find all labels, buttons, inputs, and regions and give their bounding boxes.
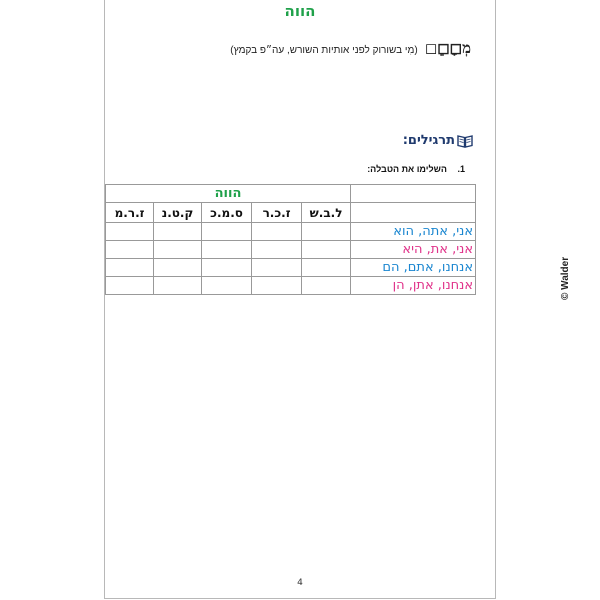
answer-cell[interactable] [106,259,154,277]
answer-cell[interactable] [302,241,351,259]
answer-cell[interactable] [154,277,202,295]
root-header: ק.ט.נ [154,203,202,223]
pattern-note: (מִי בשורוק לפני אותיות השורש, עה״פ בקמץ) [230,45,418,56]
copyright-watermark: © Walder [560,256,571,300]
answer-cell[interactable] [106,241,154,259]
pattern-line [230,38,471,58]
answer-cell[interactable] [252,241,302,259]
pronoun-cell: אני, אתה, הוא [351,223,476,241]
answer-cell[interactable] [154,259,202,277]
answer-cell[interactable] [302,223,351,241]
exercises-heading [403,133,473,148]
book-icon [457,134,473,148]
tense-label: הווה [106,185,351,203]
exercises-label: תרגילים: [402,133,455,148]
instruction-number: 1. [457,164,465,174]
answer-cell[interactable] [202,259,252,277]
answer-cell[interactable] [154,223,202,241]
answer-cell[interactable] [302,277,351,295]
root-header: ס.מ.כ [202,203,252,223]
worksheet-page [104,0,496,599]
table-row [106,241,476,259]
pronoun-cell: אנחנו, אתן, הן [351,277,476,295]
table-row [106,277,476,295]
answer-cell[interactable] [252,259,302,277]
answer-cell[interactable] [252,223,302,241]
answer-cell[interactable] [252,277,302,295]
table-row [106,223,476,241]
pronoun-cell: אני, את, היא [351,241,476,259]
pronoun-cell: אנחנו, אתם, הם [351,259,476,277]
conjugation-table [105,184,476,295]
answer-cell[interactable] [154,241,202,259]
root-header: ל.ב.ש [302,203,351,223]
root-header: ז.כ.ר [252,203,302,223]
page-title: הווה [284,2,316,20]
answer-cell[interactable] [302,259,351,277]
answer-cell[interactable] [202,277,252,295]
corner-cell [351,203,476,223]
corner-cell [351,185,476,203]
answer-cell[interactable] [202,223,252,241]
answer-cell[interactable] [106,277,154,295]
instruction-line [367,164,465,174]
instruction-text: השלימו את הטבלה: [367,164,447,174]
pattern-word: מְ◻ָ◻ֵ◻ [424,39,471,57]
page-number: 4 [297,578,303,588]
root-header: ז.ר.מ [106,203,154,223]
table-row [106,259,476,277]
answer-cell[interactable] [202,241,252,259]
answer-cell[interactable] [106,223,154,241]
